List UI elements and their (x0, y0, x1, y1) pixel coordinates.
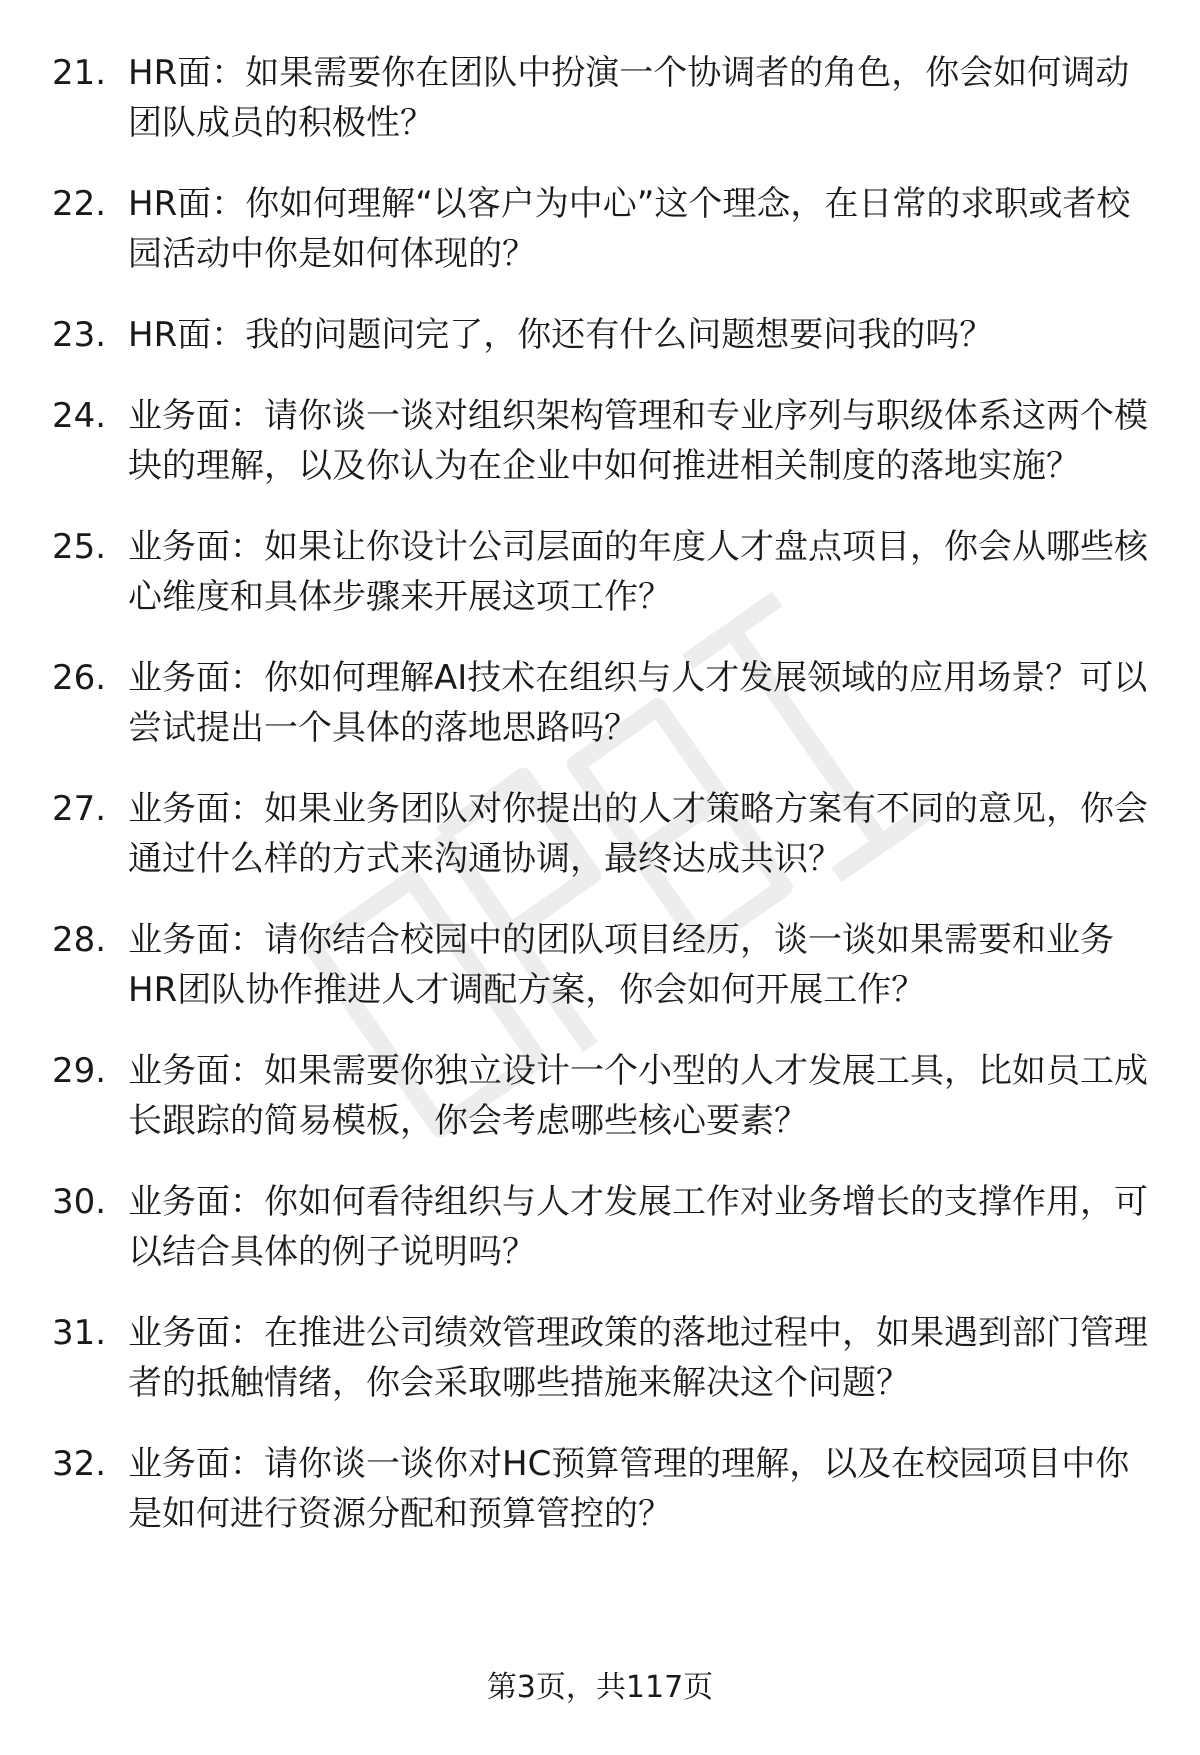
page-number-label: 第3页，共117页 (486, 1670, 714, 1705)
question-text: 业务面：在推进公司绩效管理政策的落地过程中，如果遇到部门管理者的抵触情绪，你会采取哪些措施来解决这个问题？ (128, 1313, 1148, 1403)
question-text: HR面：我的问题问完了，你还有什么问题想要问我的吗？ (128, 315, 994, 355)
list-item (0, 179, 1200, 279)
question-text: 业务面：你如何看待组织与人才发展工作对业务增长的支撑作用，可以结合具体的例子说明吗？ (128, 1182, 1148, 1272)
list-item (0, 784, 1200, 884)
question-number: 27. (52, 789, 107, 829)
question-number: 31. (52, 1313, 107, 1353)
question-number: 28. (52, 920, 107, 960)
question-text: HR面：如果需要你在团队中扮演一个协调者的角色，你会如何调动团队成员的积极性？ (128, 53, 1130, 143)
question-number: 22. (52, 184, 107, 224)
list-item (0, 1308, 1200, 1408)
list-item (0, 310, 1200, 360)
question-text: 业务面：请你结合校园中的团队项目经历，谈一谈如果需要和业务HR团队协作推进人才调配方案，你会如何开展工作？ (128, 920, 1114, 1010)
question-text: 业务面：如果业务团队对你提出的人才策略方案有不同的意见，你会通过什么样的方式来沟通协调，最终达成共识？ (128, 789, 1148, 879)
list-item (0, 1177, 1200, 1277)
list-item (0, 653, 1200, 753)
question-list (0, 48, 1200, 1570)
question-number: 25. (52, 527, 107, 567)
list-item (0, 522, 1200, 622)
question-number: 26. (52, 658, 107, 698)
question-text: 业务面：如果让你设计公司层面的年度人才盘点项目，你会从哪些核心维度和具体步骤来开展这项工作？ (128, 527, 1148, 617)
list-item (0, 915, 1200, 1015)
question-text: 业务面：你如何理解AI技术在组织与人才发展领域的应用场景？可以尝试提出一个具体的落地思路吗？ (128, 658, 1148, 748)
question-number: 32. (52, 1444, 107, 1484)
question-text: 业务面：如果需要你独立设计一个小型的人才发展工具，比如员工成长跟踪的简易模板，你会考虑哪些核心要素？ (128, 1051, 1148, 1141)
question-text: 业务面：请你谈一谈对组织架构管理和专业序列与职级体系这两个模块的理解，以及你认为在企业中如何推进相关制度的落地实施？ (128, 396, 1148, 486)
question-number: 23. (52, 315, 107, 355)
list-item (0, 1046, 1200, 1146)
question-number: 21. (52, 53, 107, 93)
question-number: 30. (52, 1182, 107, 1222)
list-item (0, 1439, 1200, 1539)
list-item (0, 391, 1200, 491)
question-number: 24. (52, 396, 107, 436)
question-text: HR面：你如何理解“以客户为中心”这个理念，在日常的求职或者校园活动中你是如何体现的？ (128, 184, 1131, 274)
question-number: 29. (52, 1051, 107, 1091)
list-item (0, 48, 1200, 148)
page-footer (0, 1668, 1200, 1708)
question-text: 业务面：请你谈一谈你对HC预算管理的理解，以及在校园项目中你是如何进行资源分配和预算管控的？ (128, 1444, 1130, 1534)
